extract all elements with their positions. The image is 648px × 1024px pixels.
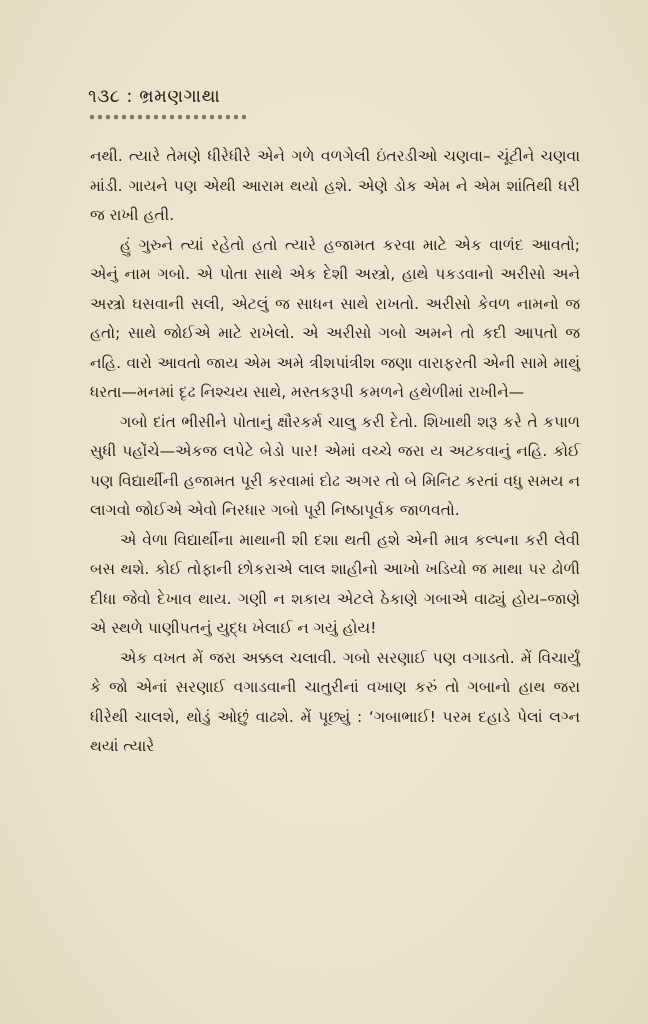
paragraph-2: હું ગુરુને ત્યાં રહેતો હતો ત્યારે હજામત કરવા માટે એક વાળંદ આવતો; એનું નામ ગબો. એ પોતા સાથે એક દેશી અસ્ત્રો, હાથે પકડવાનો અરીસો અને અસ્ત્રો ઘસવાની સલી, એટલું જ સાધન સાથે રાખતો. અરીસો કેવળ નામનો જ હતો; સાથે જોઈએ માટે રાખેલો. એ અરીસો ગબો અમને તો કદી આપતો જ નહિ. વારો આવતો જાય એમ અમે ત્રીશપાંત્રીશ જણા વારાફરતી એની સામે માથું ધરતા—મનમાં દૃઢ નિશ્ચય સાથે, મસ્તકરૂપી કમળને હથેળીમાં રાખીને— [90,235,580,401]
body-text [90,142,580,762]
header-ornament-rule [88,114,248,120]
paragraph-5: એક વખત મેં જરા અક્કલ ચલાવી. ગબો સરણાઈ પણ વગાડતો. મેં વિચાર્યું કે જો એનાં સરણાઈ વગાડવાની ચાતુરીનાં વખાણ કરું તો ગબાનો હાથ જરા ધીરેથી ચાલશે, થોડું ઓછું વાઢશે. મેં પૂછ્યું : ‘ગબાભાઈ! પરમ દહાડે પેલાં લગ્ન થયાં ત્યારે [90,648,580,755]
paragraph-1: નથી. ત્યારે તેમણે ધીરેધીરે એને ગળે વળગેલી ઇંતરડીઓ ચણવા– ચૂંટીને ચણવા માંડી. ગાયને પણ એથી આરામ થયો હશે. એણે ડોક એમ ને એમ શાંતિથી ધરી જ રાખી હતી. [90,147,580,224]
paragraph-3: ગબો દાંત ભીસીને પોતાનું ક્ષૌરકર્મ ચાલુ કરી દેતો. શિખાથી શરૂ કરે તે કપાળ સુધી પહોંચે—એકજ લપેટે બેડો પાર! એમાં વચ્ચે જરા ય અટકવાનું નહિ. કોઈ પણ વિદ્યાર્થીની હજામત પૂરી કરવામાં દોઢ અગર તો બે મિનિટ કરતાં વધુ સમય ન લાગવો જોઈએ એવો નિરધાર ગબો પૂરી નિષ્ઠાપૂર્વક જાળવતો. [90,412,580,519]
paragraph-4: એ વેળા વિદ્યાર્થીના માથાની શી દશા થતી હશે એની માત્ર કલ્પના કરી લેવી બસ થશે. કોઈ તોફાની છોકરાએ લાલ શાહીનો આખો ખડિયો જ માથા પર ઢોળી દીધા જેવો દેખાવ થાય. ગણી ન શકાય એટલે ઠેકાણે ગબાએ વાઢ્યું હોય–જાણે એ સ્થળે પાણીપતનું યુદ્ધ ખેલાઈ ન ગયું હોય! [90,530,580,637]
running-header: ૧૩૮ : ભ્રમણગાથા [88,86,221,107]
